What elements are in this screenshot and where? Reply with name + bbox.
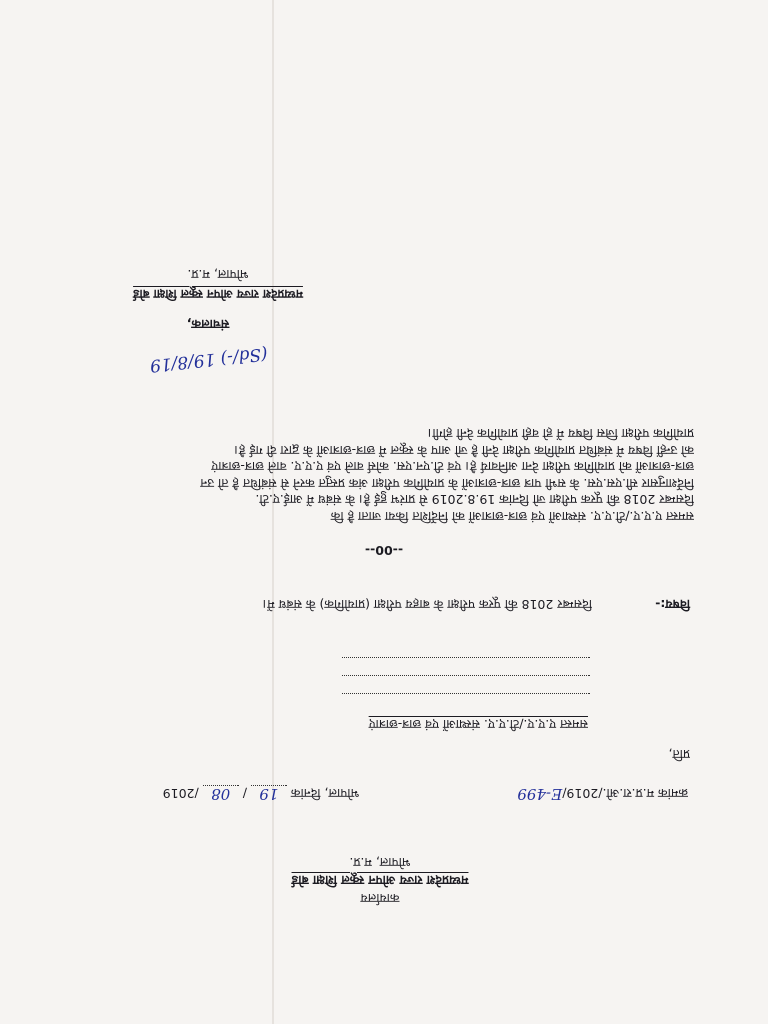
reference-number-prefix: क्रमांक म.प्र.रा.ओ./2019/ — [562, 786, 688, 801]
place-date-prefix: भोपाल, दिनांक — [290, 786, 360, 801]
addressee-line: समस्त ए.ए.ए./टी.ए.ए. संस्थाओं एवं छात्र-छात्राएं — [368, 717, 588, 732]
body-line: निर्देशानुसार सी.एस.एस. के सभी पात्र छात्र-छात्राओं के प्रायोगिक परीक्षा अंक प्रस्तुत करने से संबंधित है तो उन — [200, 476, 694, 491]
board-name-heading: मध्यप्रदेश राज्य ओपन स्कूल शिक्षा बोर्ड — [291, 873, 469, 888]
blank-dotted-line — [342, 693, 590, 694]
signatory-organization: मध्यप्रदेश राज्य ओपन स्कूल शिक्षा बोर्ड — [133, 287, 303, 301]
reference-line: क्रमांक म.प्र.रा.ओ./2019/E-499 भोपाल, दिनांक 19 / 08 /2019 — [162, 785, 688, 803]
subject-label: विषय:- — [655, 597, 690, 612]
body-line: प्रायोगिक परीक्षा जिस विषय में हो वही प्रायोगिक देनी होगी। — [427, 426, 694, 442]
signatory-designation: संचालक, — [186, 317, 230, 332]
body-paragraph — [58, 425, 694, 524]
handwritten-date-month: 08 — [203, 785, 239, 802]
office-heading: कार्यालय — [360, 891, 400, 906]
body-line: दिसम्बर 2018 की पूरक परीक्षा जो दिनांक 19.8.2019 से प्रारंभ हुई है। के संबंध में आई.ए.टी. — [255, 492, 694, 508]
body-line: समस्त ए.ए.ए./टी.ए.ए. संस्थाओं एवं छात्र-छात्राओं को निर्देशित किया जाता है कि — [330, 509, 694, 524]
subject-text: दिसम्बर 2018 की पूरक परीक्षा के बाहय परीक्षा (प्रायोगिक) के संबंध में। — [262, 597, 592, 612]
separator: --00-- — [364, 543, 404, 558]
blank-dotted-line — [342, 657, 590, 658]
body-line: को उन्हीं विषय में संबंधित प्रायोगिक परीक्षा देनी है जो आप के स्कूल में छात्र-छात्राओं के द्वारा दी गई है। — [234, 443, 694, 458]
handwritten-reference-number: E-499 — [517, 785, 563, 803]
date-year: /2019 — [162, 786, 199, 801]
board-location: भोपाल, म.प्र. — [349, 855, 411, 870]
addressee-prefix: प्रति, — [668, 747, 690, 762]
signatory-place: भोपाल, म.प्र. — [187, 267, 249, 282]
handwritten-date-day: 19 — [251, 785, 287, 802]
handwritten-signature: (Sd/-) 19/8/19 — [148, 343, 269, 376]
blank-dotted-line — [342, 675, 590, 676]
body-line: छात्र-छात्राओं को प्रायोगिक परीक्षा देना अनिवार्य है। एवं टी.एन.एस. कोर्स वाले एवं ए.ए.ए. वाले छात्र-छात्राएं — [211, 459, 694, 475]
